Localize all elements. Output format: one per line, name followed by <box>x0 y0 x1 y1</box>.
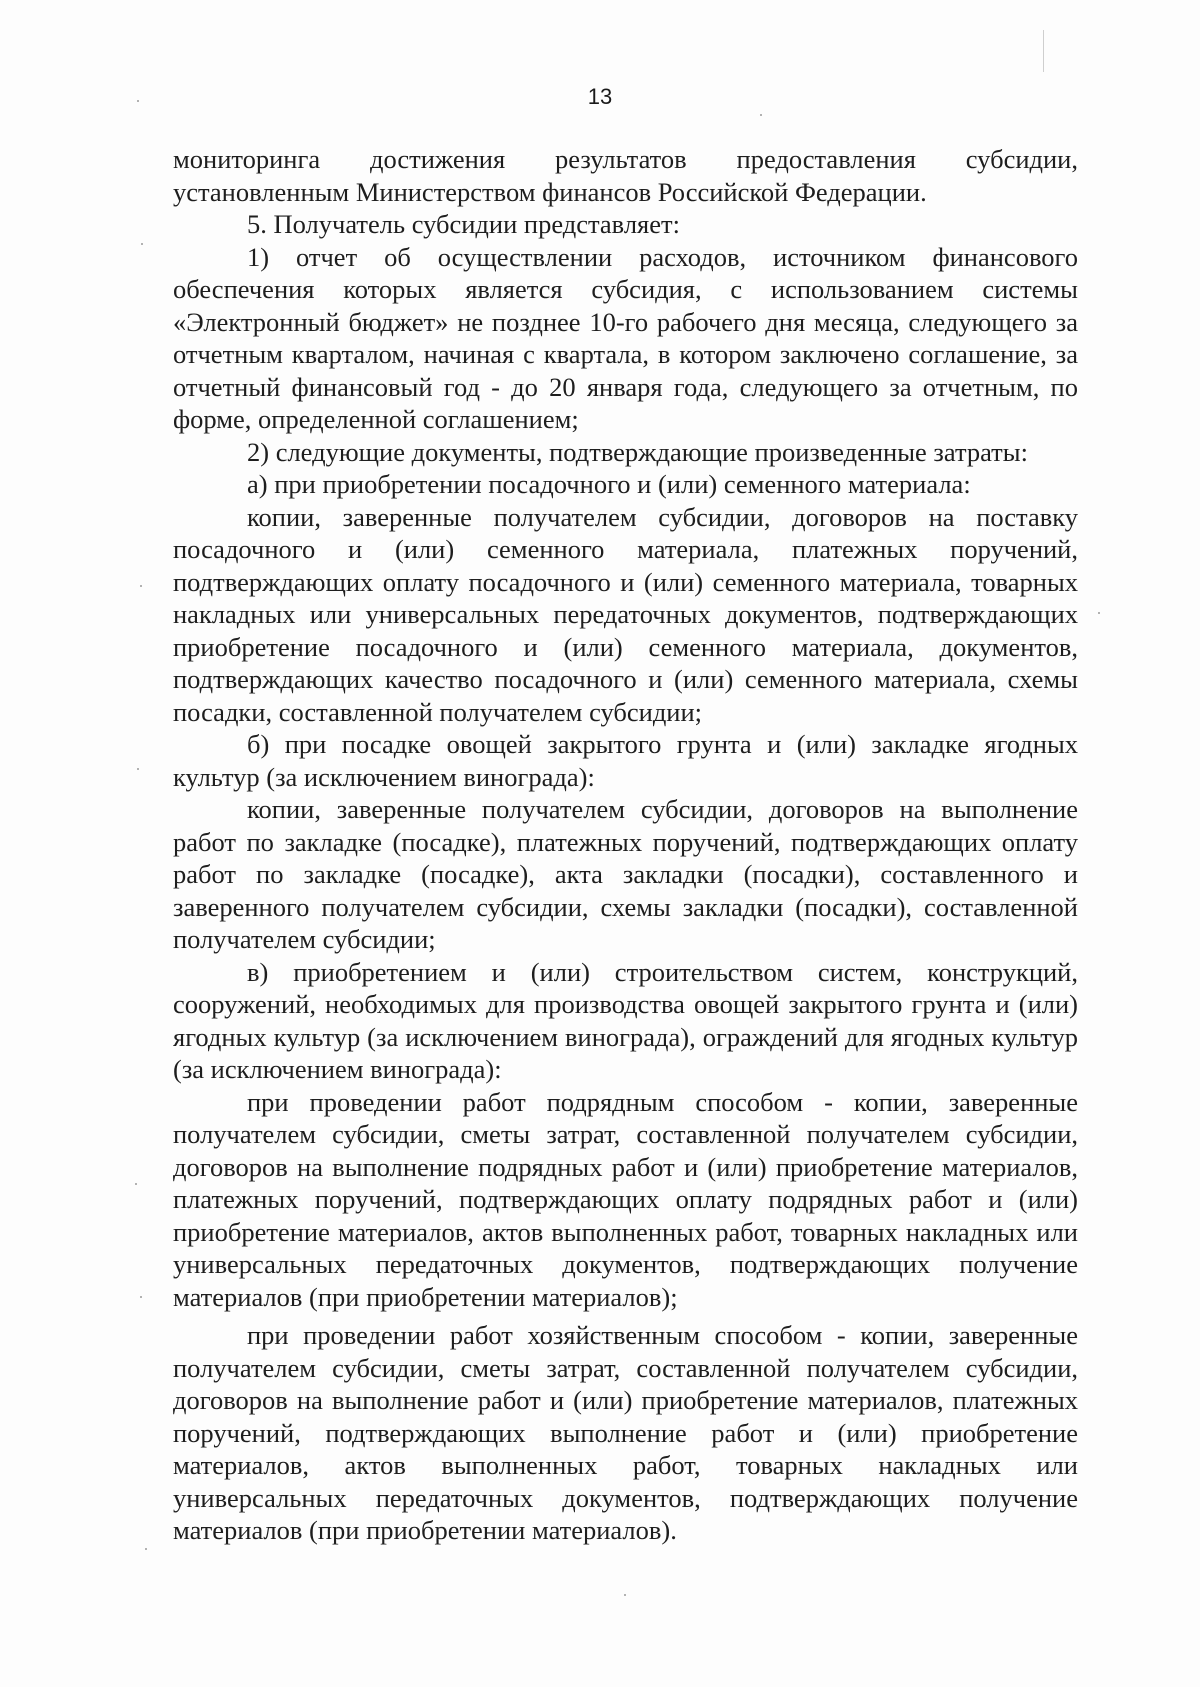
page-number: 13 <box>587 84 613 109</box>
paragraph: при проведении работ хозяйственным способом - копии, заверенные получателем субсидии, сметы затрат, составленной получателем субсидии, договоров на выполнение работ и (или) приобретение материалов, платежных поручений, подтверждающих выполнение работ и (или) приобретение материалов, актов выполненных работ, товарных накладных или универсальных передаточных документов, подтверждающих получение материалов (при приобретении материалов). <box>173 1320 1078 1545</box>
document-body <box>173 143 1078 1547</box>
scan-artifact <box>624 1594 626 1596</box>
paragraph: 5. Получатель субсидии представляет: <box>247 209 680 239</box>
scan-artifact <box>140 1296 142 1298</box>
scan-artifact <box>1098 612 1100 614</box>
paragraph: мониторинга достижения результатов предоставления субсидии, установленным Министерством финансов Российской Федерации. <box>173 144 1078 207</box>
paragraph: б) при посадке овощей закрытого грунта и (или) закладке ягодных культур (за исключением винограда): <box>173 729 1078 792</box>
scan-artifact <box>137 768 139 770</box>
paragraph: копии, заверенные получателем субсидии, договоров на поставку посадочного и (или) семенного материала, платежных поручений, подтверждающих оплату посадочного и (или) семенного материала, товарных накладных или универсальных передаточных документов, подтверждающих приобретение посадочного и (или) семенного материала, документов, подтверждающих качество посадочного и (или) семенного материала, схемы посадки, составленной получателем субсидии; <box>173 501 1078 727</box>
paragraph: при проведении работ подрядным способом - копии, заверенные получателем субсидии, сметы затрат, составленной получателем субсидии, договоров на выполнение подрядных работ и (или) приобретение материалов, платежных поручений, подтверждающих оплату подрядных работ и (или) приобретение материалов, актов выполненных работ, товарных накладных или универсальных передаточных документов, подтверждающих получение материалов (при приобретении материалов); <box>173 1086 1078 1312</box>
scan-artifact <box>760 114 762 116</box>
paragraph: копии, заверенные получателем субсидии, договоров на выполнение работ по закладке (посадке), платежных поручений, подтверждающих оплату работ по закладке (посадке), акта закладки (посадки), составленного и заверенного получателем субсидии, схемы закладки (посадки), составленной получателем субсидии; <box>173 794 1078 954</box>
scan-artifact <box>135 1183 137 1185</box>
paragraph: 1) отчет об осуществлении расходов, источником финансового обеспечения которых является субсидия, с использованием системы «Электронный бюджет» не позднее 10-го рабочего дня месяца, следующего за отчетным кварталом, начиная с квартала, в котором заключено соглашение, за отчетный финансовый год - до 20 января года, следующего за отчетным, по форме, определенной соглашением; <box>173 241 1078 434</box>
paragraph: 2) следующие документы, подтверждающие произведенные затраты: <box>247 436 1028 467</box>
paragraph: в) приобретением и (или) строительством систем, конструкций, сооружений, необходимых для производства овощей закрытого грунта и (или) ягодных культур (за исключением винограда), ограждений для ягодных культур (за исключением винограда): <box>173 956 1078 1084</box>
scan-artifact <box>145 1548 147 1550</box>
paragraph: а) при приобретении посадочного и (или) семенного материала: <box>247 469 971 499</box>
scan-artifact <box>1043 30 1044 72</box>
scan-artifact <box>141 243 143 245</box>
scan-artifact <box>140 585 142 587</box>
